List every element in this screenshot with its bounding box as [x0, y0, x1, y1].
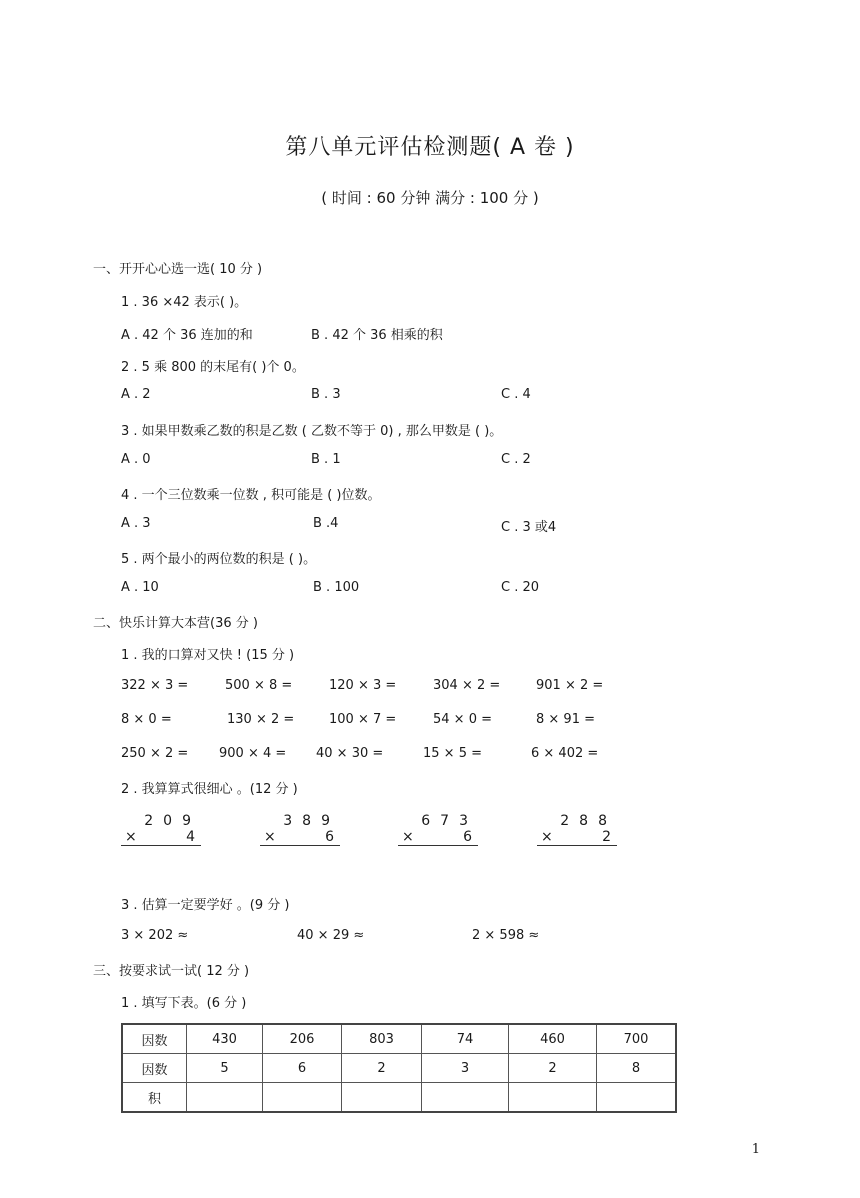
multiplicand: 209 [144, 813, 201, 829]
option: A . 0 [121, 452, 151, 467]
table-cell: 2 [342, 1054, 422, 1083]
multiplier: 6 [325, 829, 334, 845]
vertical-multiplication [398, 813, 478, 846]
oral-calc: 6 × 402 = [531, 746, 599, 761]
table-cell: 2 [509, 1054, 597, 1083]
table-cell: 430 [187, 1024, 263, 1054]
page-title: 第八单元评估检测题( A 卷 ) [285, 135, 575, 160]
section-1-heading: 一、开开心心选一选( 10 分 ) [93, 262, 263, 277]
oral-calc: 8 × 91 = [536, 712, 595, 727]
option: A . 42 个 36 连加的和 [121, 328, 253, 343]
oral-calc: 15 × 5 = [423, 746, 482, 761]
oral-calc: 40 × 30 = [316, 746, 384, 761]
table-cell: 803 [342, 1024, 422, 1054]
option: B . 1 [311, 452, 341, 467]
option: C . 4 [501, 387, 531, 402]
option: C . 20 [501, 580, 540, 595]
oral-calc: 500 × 8 = [225, 678, 293, 693]
oral-calc: 322 × 3 = [121, 678, 189, 693]
option: A . 10 [121, 580, 159, 595]
oral-calc: 100 × 7 = [329, 712, 397, 727]
times-sign: × [264, 829, 276, 845]
table-cell: 206 [263, 1024, 342, 1054]
table-row [122, 1083, 676, 1113]
times-sign: × [402, 829, 414, 845]
estimate: 2 × 598 ≈ [472, 928, 540, 943]
multiplicand: 389 [283, 813, 340, 829]
vertical-multiplication [121, 813, 201, 846]
answer-cell[interactable] [597, 1083, 677, 1113]
table-cell: 5 [187, 1054, 263, 1083]
question-1-2: 2 . 5 乘 800 的末尾有( )个 0。 [121, 360, 305, 375]
option: B . 42 个 36 相乘的积 [311, 328, 443, 343]
multiplicand: 673 [421, 813, 478, 829]
question-2-2: 2 . 我算算式很细心 。(12 分 ) [121, 782, 298, 797]
table-cell: 因数 [122, 1024, 187, 1054]
multiplier: 4 [186, 829, 195, 845]
table-row [122, 1024, 676, 1054]
answer-cell[interactable] [342, 1083, 422, 1113]
answer-cell[interactable] [422, 1083, 509, 1113]
oral-calc: 130 × 2 = [227, 712, 295, 727]
table-cell: 积 [122, 1083, 187, 1113]
oral-calc: 900 × 4 = [219, 746, 287, 761]
multiplicand: 288 [560, 813, 617, 829]
multiplier: 6 [463, 829, 472, 845]
page-number: 1 [751, 1142, 760, 1157]
fill-in-table [121, 1023, 677, 1113]
option: C . 3 或4 [501, 520, 557, 535]
page-subtitle: ( 时间 : 60 分钟 满分 : 100 分 ) [321, 189, 539, 207]
answer-cell[interactable] [509, 1083, 597, 1113]
oral-calc: 901 × 2 = [536, 678, 604, 693]
oral-calc: 120 × 3 = [329, 678, 397, 693]
table-cell: 3 [422, 1054, 509, 1083]
estimate: 3 × 202 ≈ [121, 928, 189, 943]
table-cell: 因数 [122, 1054, 187, 1083]
table-row [122, 1054, 676, 1083]
option: A . 3 [121, 516, 151, 531]
question-1-5: 5 . 两个最小的两位数的积是 ( )。 [121, 552, 317, 567]
option: C . 2 [501, 452, 531, 467]
question-2-1: 1 . 我的口算对又快 ! (15 分 ) [121, 648, 295, 663]
question-2-3: 3 . 估算一定要学好 。(9 分 ) [121, 898, 290, 913]
question-3-1: 1 . 填写下表。(6 分 ) [121, 996, 247, 1011]
question-1-1: 1 . 36 ×42 表示( )。 [121, 295, 248, 310]
table-cell: 460 [509, 1024, 597, 1054]
question-1-3: 3 . 如果甲数乘乙数的积是乙数 ( 乙数不等于 0) , 那么甲数是 ( )。 [121, 424, 503, 439]
oral-calc: 8 × 0 = [121, 712, 172, 727]
answer-cell[interactable] [263, 1083, 342, 1113]
times-sign: × [125, 829, 137, 845]
oral-calc: 304 × 2 = [433, 678, 501, 693]
times-sign: × [541, 829, 553, 845]
option: A . 2 [121, 387, 151, 402]
question-1-4: 4 . 一个三位数乘一位数 , 积可能是 ( )位数。 [121, 488, 381, 503]
oral-calc: 54 × 0 = [433, 712, 492, 727]
table-cell: 74 [422, 1024, 509, 1054]
vertical-multiplication [537, 813, 617, 846]
option: B .4 [313, 516, 339, 531]
oral-calc: 250 × 2 = [121, 746, 189, 761]
estimate: 40 × 29 ≈ [297, 928, 365, 943]
option: B . 100 [313, 580, 360, 595]
section-3-heading: 三、按要求试一试( 12 分 ) [93, 964, 250, 979]
answer-cell[interactable] [187, 1083, 263, 1113]
option: B . 3 [311, 387, 341, 402]
table-cell: 700 [597, 1024, 677, 1054]
table-cell: 8 [597, 1054, 677, 1083]
section-2-heading: 二、快乐计算大本营(36 分 ) [93, 616, 258, 631]
multiplier: 2 [602, 829, 611, 845]
vertical-multiplication [260, 813, 340, 846]
table-cell: 6 [263, 1054, 342, 1083]
